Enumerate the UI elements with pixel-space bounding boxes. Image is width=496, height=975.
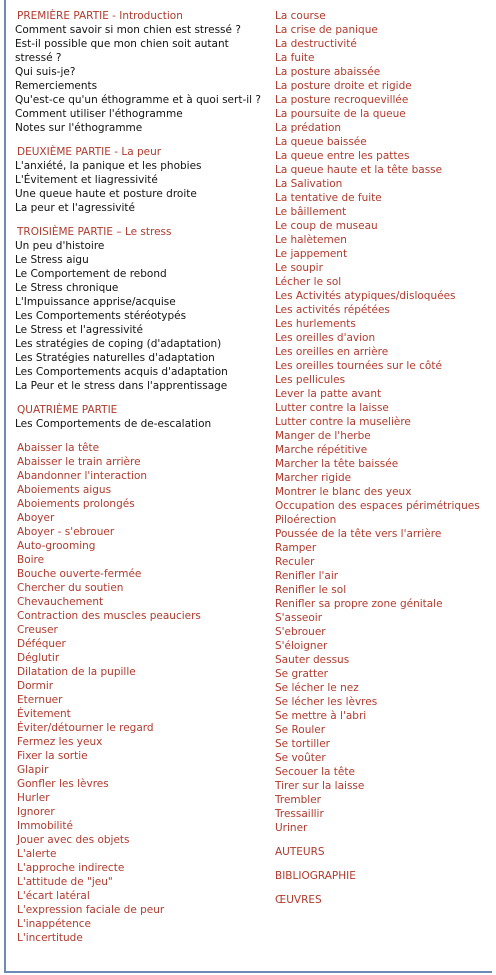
behavior-link[interactable]: La posture recroquevillée	[275, 94, 409, 106]
behavior-link[interactable]: La Salivation	[275, 178, 343, 190]
left-column	[15, 9, 270, 945]
part3-item[interactable]: Le Stress aigu	[15, 254, 89, 266]
behavior-link[interactable]: Reculer	[275, 556, 315, 568]
behavior-link[interactable]: Jouer avec des objets	[17, 834, 130, 846]
behavior-link[interactable]: Tressaillir	[275, 808, 324, 820]
behavior-link[interactable]: Déglutir	[17, 652, 60, 664]
behavior-link[interactable]: Les Activités atypiques/disloquées	[275, 290, 456, 302]
part1-item[interactable]: Qu'est-ce qu'un éthogramme et à quoi sert-il ?	[15, 94, 261, 106]
behavior-link[interactable]: Les hurlements	[275, 318, 356, 330]
behavior-link[interactable]: Poussée de la tête vers l'arrière	[275, 528, 442, 540]
behavior-link[interactable]: Se lécher le nez	[275, 682, 359, 694]
authors-link[interactable]: AUTEURS	[275, 846, 325, 858]
behavior-link[interactable]: Eternuer	[17, 694, 63, 706]
part1-item[interactable]: Comment savoir si mon chien est stressé ?	[15, 24, 241, 36]
behavior-link[interactable]: Se tortiller	[275, 738, 330, 750]
behavior-link[interactable]: Dormir	[17, 680, 54, 692]
behavior-link[interactable]: La poursuite de la queue	[275, 108, 406, 120]
behavior-link[interactable]: Dilatation de la pupille	[17, 666, 136, 678]
behavior-link[interactable]: La queue haute et la tête basse	[275, 164, 443, 176]
behavior-link[interactable]: Les oreilles d'avion	[275, 332, 376, 344]
right-column	[275, 9, 493, 907]
behavior-link[interactable]: Lutter contre la laisse	[275, 402, 389, 414]
behavior-link[interactable]: Marche répétitive	[275, 444, 368, 456]
behavior-link[interactable]: Piloérection	[275, 514, 337, 526]
behavior-link[interactable]: L'attitude de "jeu"	[17, 876, 113, 888]
behavior-link[interactable]: La posture abaissée	[275, 66, 381, 78]
works-link[interactable]: ŒUVRES	[275, 894, 322, 906]
behavior-link[interactable]: L'écart latéral	[17, 890, 90, 902]
behavior-link[interactable]: S'éloigner	[275, 640, 328, 652]
behavior-link[interactable]: La tentative de fuite	[275, 192, 382, 204]
spacer	[275, 835, 493, 845]
part3-item[interactable]: Le Stress chronique	[15, 282, 119, 294]
behavior-link[interactable]: Ramper	[275, 542, 317, 554]
spacer	[275, 883, 493, 893]
behavior-link[interactable]: Se gratter	[275, 668, 328, 680]
part4-heading[interactable]: QUATRIÈME PARTIE	[17, 404, 118, 416]
behavior-link[interactable]: Aboyer - s'ebrouer	[17, 526, 115, 538]
behavior-link[interactable]: Bouche ouverte-fermée	[17, 568, 142, 580]
part2-heading[interactable]: DEUXIÈME PARTIE - La peur	[17, 146, 162, 158]
behavior-link[interactable]: L'alerte	[17, 848, 57, 860]
part4-subheading[interactable]: Les Comportements de de-escalation	[15, 418, 212, 430]
behavior-link[interactable]: La posture droite et rigide	[275, 80, 412, 92]
part2-item[interactable]: Une queue haute et posture droite	[15, 188, 197, 200]
part3-item[interactable]: La Peur et le stress dans l'apprentissage	[15, 380, 228, 392]
behavior-link[interactable]: Le jappement	[275, 248, 348, 260]
behavior-link[interactable]: Aboiements aigus	[17, 484, 112, 496]
behavior-link[interactable]: S'asseoir	[275, 612, 323, 624]
behavior-link[interactable]: L'approche indirecte	[17, 862, 125, 874]
behavior-link[interactable]: Hurler	[17, 792, 50, 804]
behavior-link[interactable]: Déféquer	[17, 638, 66, 650]
behavior-link[interactable]: La queue entre les pattes	[275, 150, 410, 162]
behavior-link[interactable]: Se lécher les lèvres	[275, 696, 378, 708]
behavior-link[interactable]: Secouer la tête	[275, 766, 355, 778]
behavior-link[interactable]: Renifler l'air	[275, 570, 339, 582]
behavior-link[interactable]: Ignorer	[17, 806, 55, 818]
behavior-link[interactable]: Se voûter	[275, 752, 326, 764]
behavior-link[interactable]: Tirer sur la laisse	[275, 780, 365, 792]
behavior-link[interactable]: Aboiements prolongés	[17, 498, 135, 510]
behavior-link[interactable]: La prédation	[275, 122, 342, 134]
spacer	[15, 431, 270, 441]
behavior-link[interactable]: Lécher le sol	[275, 276, 342, 288]
part3-item[interactable]: Les stratégies de coping (d'adaptation)	[15, 338, 222, 350]
spacer	[275, 859, 493, 869]
behavior-link[interactable]: Marcher rigide	[275, 472, 352, 484]
spacer	[15, 215, 270, 225]
behavior-link[interactable]: La destructivité	[275, 38, 357, 50]
behavior-link[interactable]: Les activités répétées	[275, 304, 390, 316]
behavior-link[interactable]: L'inappétence	[17, 918, 91, 930]
behavior-link[interactable]: Manger de l'herbe	[275, 430, 371, 442]
behavior-link[interactable]: Lutter contre la muselière	[275, 416, 411, 428]
behavior-link[interactable]: Contraction des muscles peauciers	[17, 610, 201, 622]
behavior-link[interactable]: Gonfler les lèvres	[17, 778, 109, 790]
behavior-link[interactable]: La fuite	[275, 52, 315, 64]
part1-item[interactable]: Comment utiliser l'éthogramme	[15, 108, 183, 120]
behavior-link[interactable]: Se Rouler	[275, 724, 326, 736]
behavior-link[interactable]: Le halètemen	[275, 234, 347, 246]
part1-item[interactable]: Remerciements	[15, 80, 98, 92]
behavior-link[interactable]: Le soupir	[275, 262, 323, 274]
part3-item[interactable]: Les Comportements stéréotypés	[15, 310, 187, 322]
behavior-link[interactable]: Évitement	[17, 708, 71, 720]
behavior-link[interactable]: Chercher du soutien	[17, 582, 124, 594]
part2-item[interactable]: L'Évitement et liagressivité	[15, 174, 158, 186]
behavior-link[interactable]: Marcher la tête baissée	[275, 458, 399, 470]
behavior-link[interactable]: Se mettre à l'abri	[275, 710, 367, 722]
part3-item[interactable]: Le Stress et l'agressivité	[15, 324, 143, 336]
part3-item[interactable]: Les Stratégies naturelles d'adaptation	[15, 352, 215, 364]
behavior-list-left	[15, 441, 270, 945]
behavior-link[interactable]: Fermez les yeux	[17, 736, 103, 748]
behavior-link[interactable]: Chevauchement	[17, 596, 104, 608]
behavior-link[interactable]: Immobilité	[17, 820, 73, 832]
behavior-link[interactable]: Éviter/détourner le regard	[17, 722, 154, 734]
behavior-link[interactable]: La course	[275, 10, 326, 22]
behavior-link[interactable]: Trembler	[275, 794, 322, 806]
part1-item[interactable]: Est-il possible que mon chien soit autant stressé ?	[15, 38, 229, 64]
part1-item[interactable]: Qui suis-je?	[15, 66, 76, 78]
part3-item[interactable]: Les Comportements acquis d'adaptation	[15, 366, 228, 378]
behavior-link[interactable]: La crise de panique	[275, 24, 378, 36]
behavior-link[interactable]: Les oreilles en arrière	[275, 346, 389, 358]
part1-item[interactable]: Notes sur l'éthogramme	[15, 122, 143, 134]
part3-heading[interactable]: TROISIÈME PARTIE – Le stress	[17, 226, 172, 238]
part3-item[interactable]: L'Impuissance apprise/acquise	[15, 296, 176, 308]
behavior-link[interactable]: Occupation des espaces périmétriques	[275, 500, 480, 512]
part2-item[interactable]: L'anxiété, la panique et les phobies	[15, 160, 202, 172]
behavior-link[interactable]: Les oreilles tournées sur le côté	[275, 360, 442, 372]
behavior-link[interactable]: Le coup de museau	[275, 220, 378, 232]
behavior-link[interactable]: S'ebrouer	[275, 626, 326, 638]
behavior-link[interactable]: Renifler sa propre zone génitale	[275, 598, 443, 610]
behavior-link[interactable]: Creuser	[17, 624, 58, 636]
behavior-link[interactable]: Auto-grooming	[17, 540, 96, 552]
behavior-link[interactable]: Le bâillement	[275, 206, 347, 218]
bibliography-link[interactable]: BIBLIOGRAPHIE	[275, 870, 356, 882]
part3-item[interactable]: Le Comportement de rebond	[15, 268, 167, 280]
behavior-link[interactable]: Montrer le blanc des yeux	[275, 486, 412, 498]
behavior-link[interactable]: Sauter dessus	[275, 654, 350, 666]
behavior-link[interactable]: La queue baissée	[275, 136, 367, 148]
behavior-link[interactable]: Uriner	[275, 822, 308, 834]
behavior-link[interactable]: Boire	[17, 554, 45, 566]
behavior-link[interactable]: Glapir	[17, 764, 49, 776]
behavior-link[interactable]: L'incertitude	[17, 932, 83, 944]
behavior-link[interactable]: L'expression faciale de peur	[17, 904, 165, 916]
behavior-link[interactable]: Lever la patte avant	[275, 388, 382, 400]
behavior-link[interactable]: Abaisser le train arrière	[17, 456, 141, 468]
behavior-link[interactable]: Renifler le sol	[275, 584, 347, 596]
behavior-link[interactable]: Abaisser la tête	[17, 442, 100, 454]
part2-item[interactable]: La peur et l'agressivité	[15, 202, 135, 214]
spacer	[15, 393, 270, 403]
spacer	[15, 135, 270, 145]
part1-heading[interactable]: PREMIÈRE PARTIE - Introduction	[17, 10, 183, 22]
behavior-link[interactable]: Abandonner l'interaction	[17, 470, 148, 482]
behavior-link[interactable]: Les pellicules	[275, 374, 346, 386]
part3-item[interactable]: Un peu d'histoire	[15, 240, 105, 252]
behavior-list-right	[275, 9, 493, 835]
behavior-link[interactable]: Fixer la sortie	[17, 750, 88, 762]
behavior-link[interactable]: Aboyer	[17, 512, 55, 524]
